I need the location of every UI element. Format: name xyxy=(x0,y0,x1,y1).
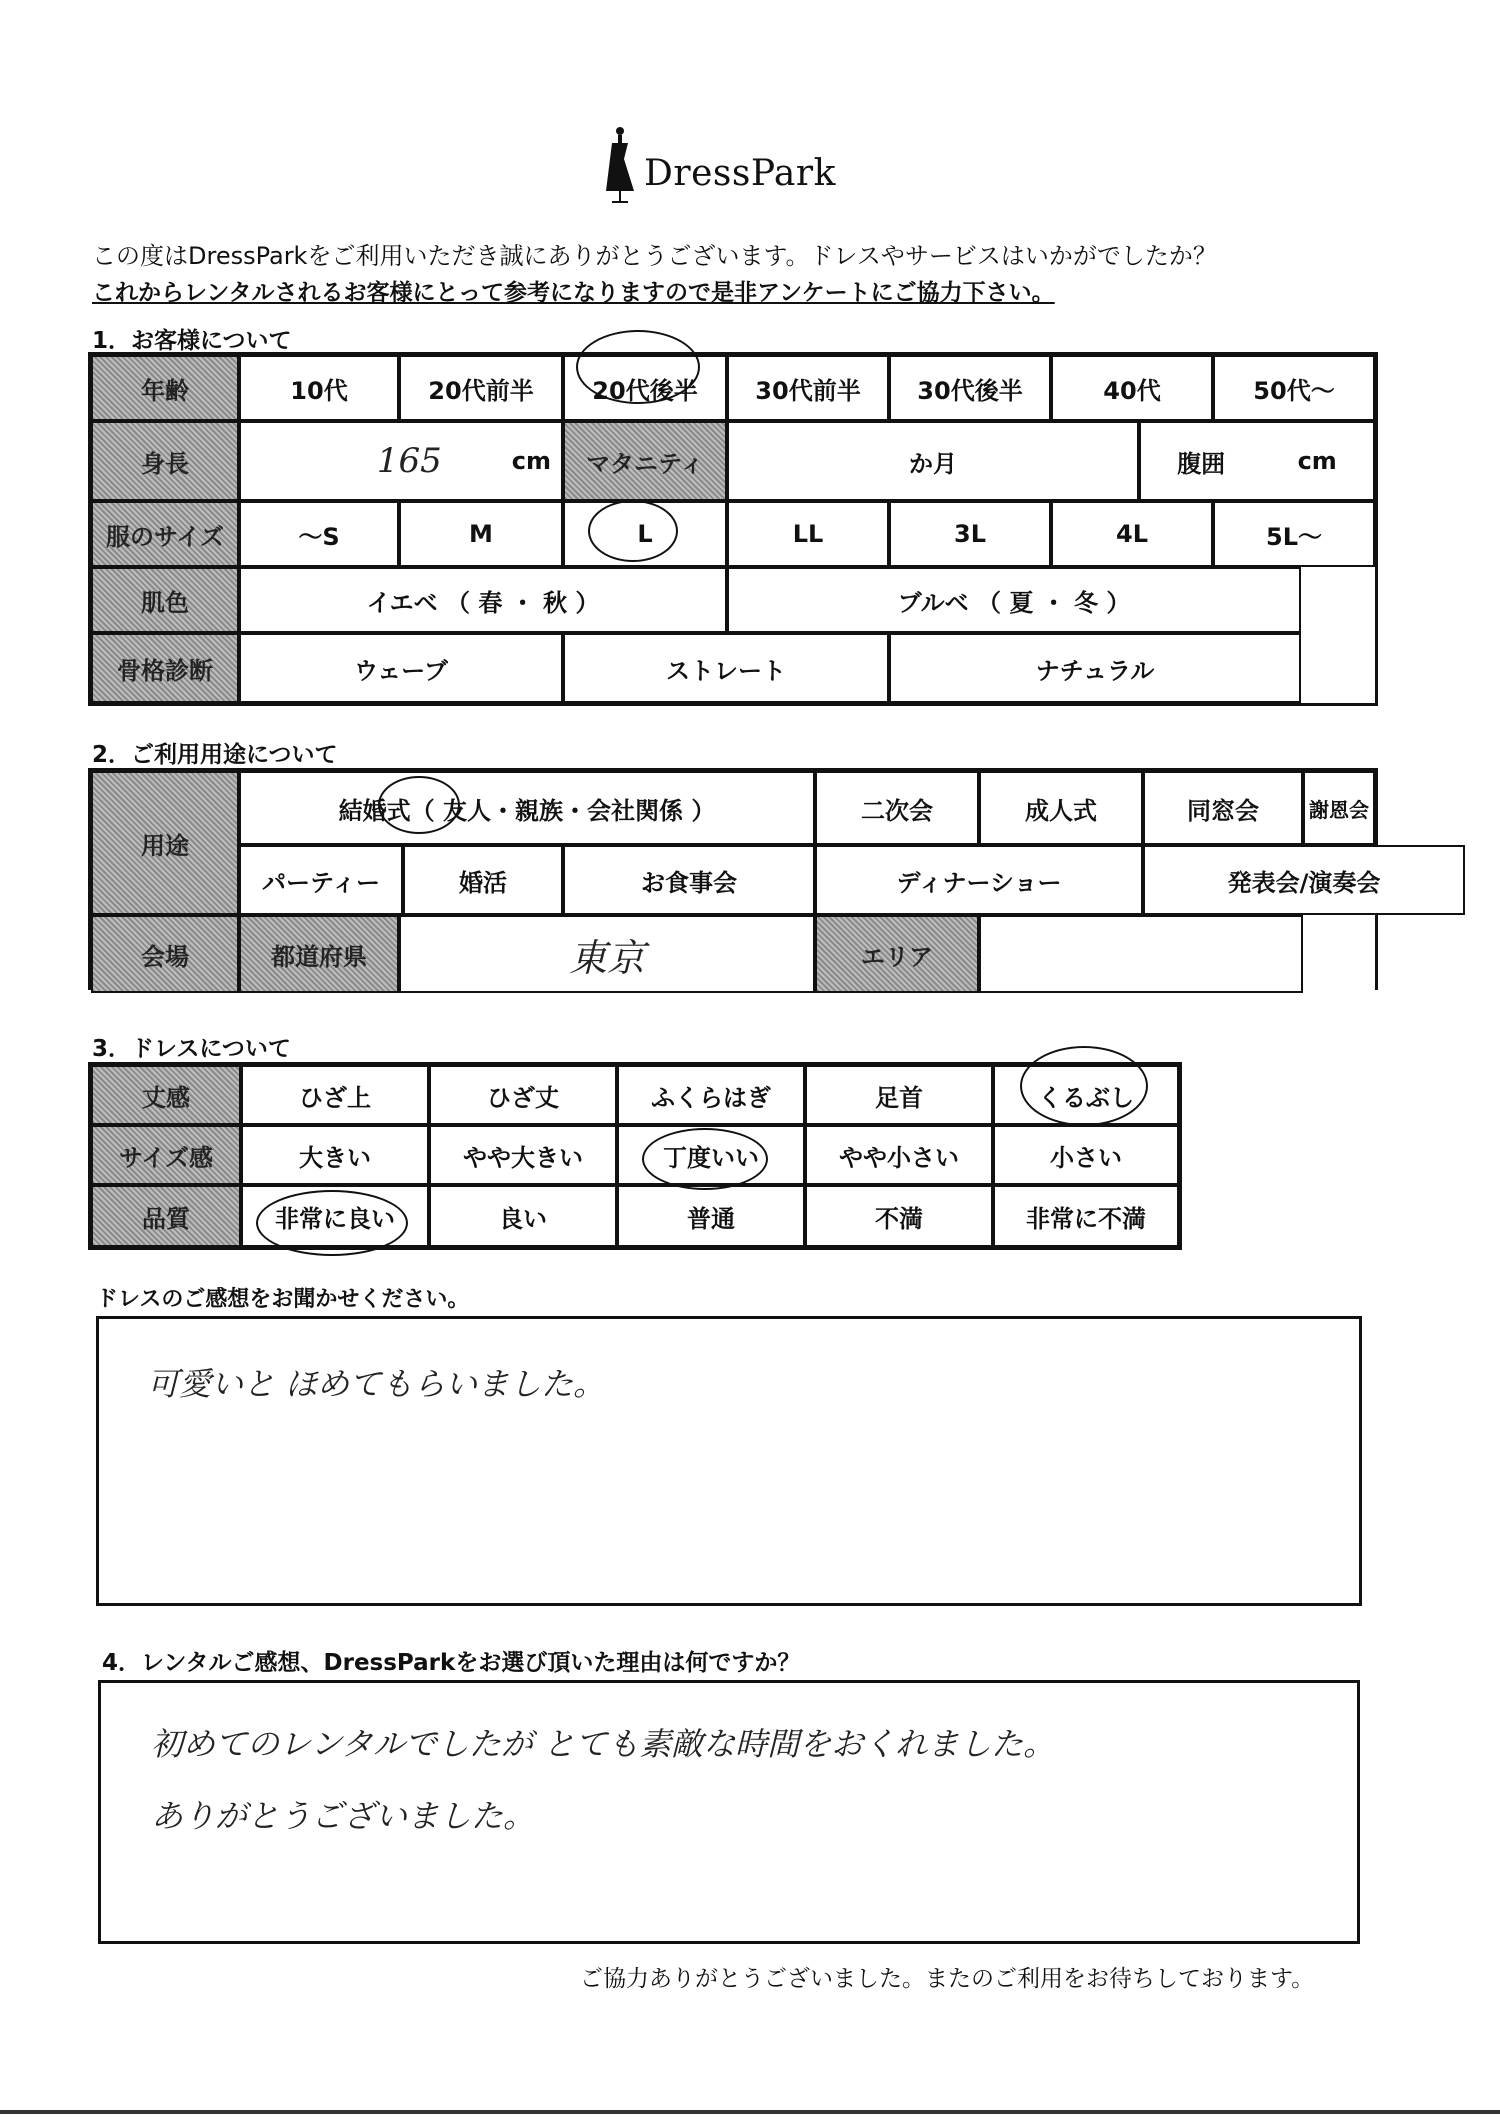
use-option[interactable]: お食事会 xyxy=(563,845,815,915)
waist-label: 腹囲 xyxy=(1177,449,1226,478)
fit-option[interactable]: 小さい xyxy=(993,1125,1179,1185)
footer-thanks: ご協力ありがとうございました。またのご利用をお待ちしております。 xyxy=(580,1966,1315,1992)
size-option[interactable]: ～S xyxy=(239,501,399,567)
height-label: 身長 xyxy=(91,421,239,501)
impression-textbox[interactable] xyxy=(96,1316,1362,1606)
use-option[interactable]: パーティー xyxy=(239,845,403,915)
waist-field[interactable] xyxy=(1139,421,1375,501)
maternity-unit: か月 xyxy=(909,449,957,478)
skeleton-option[interactable]: ナチュラル xyxy=(889,633,1301,703)
quality-option[interactable]: 非常に不満 xyxy=(993,1185,1179,1247)
skeleton-label: 骨格診断 xyxy=(91,633,239,703)
intro-request: これからレンタルされるお客様にとって参考になりますので是非アンケートにご協力下さい。 xyxy=(92,280,1055,306)
size-option[interactable]: 4L xyxy=(1051,501,1213,567)
size-option[interactable]: M xyxy=(399,501,563,567)
use-option[interactable]: 同窓会 xyxy=(1143,771,1303,845)
height-value: 165 xyxy=(376,441,442,481)
impression-text: 可愛いと ほめてもらいました。 xyxy=(147,1365,606,1403)
size-option[interactable]: LL xyxy=(727,501,889,567)
age-option-selected[interactable]: 20代後半 xyxy=(563,355,727,421)
quality-option-selected[interactable]: 非常に良い xyxy=(241,1185,429,1247)
age-option[interactable]: 20代前半 xyxy=(399,355,563,421)
fit-label: サイズ感 xyxy=(91,1125,241,1185)
customer-table xyxy=(88,352,1378,706)
size-option-selected[interactable]: L xyxy=(563,501,727,567)
skeleton-option[interactable]: ウェーブ xyxy=(239,633,563,703)
skeleton-option[interactable]: ストレート xyxy=(563,633,889,703)
use-option-wedding[interactable]: 結婚式（ 友人・親族・会社関係 ） xyxy=(239,771,815,845)
length-option[interactable]: ふくらはぎ xyxy=(617,1065,805,1125)
age-option[interactable]: 30代後半 xyxy=(889,355,1051,421)
age-option[interactable]: 30代前半 xyxy=(727,355,889,421)
skin-option[interactable]: ブルベ （ 夏 ・ 冬 ） xyxy=(727,567,1301,633)
age-option[interactable]: 10代 xyxy=(239,355,399,421)
use-option[interactable]: 二次会 xyxy=(815,771,979,845)
prefecture-value: 東京 xyxy=(568,935,645,980)
skin-label: 肌色 xyxy=(91,567,239,633)
area-label: エリア xyxy=(815,915,979,993)
section4-title: 4．レンタルご感想、DressParkをお選び頂いた理由は何ですか？ xyxy=(102,1650,801,1676)
dress-table xyxy=(88,1062,1182,1250)
area-field[interactable] xyxy=(979,915,1303,993)
age-option[interactable]: 50代～ xyxy=(1213,355,1375,421)
length-option[interactable]: ひざ丈 xyxy=(429,1065,617,1125)
use-option[interactable]: ディナーショー xyxy=(815,845,1143,915)
logo-text: DressPark xyxy=(644,153,836,194)
quality-label: 品質 xyxy=(91,1185,241,1247)
length-label: 丈感 xyxy=(91,1065,241,1125)
length-option[interactable]: 足首 xyxy=(805,1065,993,1125)
usage-table xyxy=(88,768,1381,990)
prefecture-field[interactable] xyxy=(399,915,815,993)
height-unit: cm xyxy=(511,447,551,475)
age-label: 年齢 xyxy=(91,355,239,421)
scan-edge-line xyxy=(0,2110,1500,2114)
use-option[interactable]: 発表会/演奏会 xyxy=(1143,845,1465,915)
reason-text-line2: ありがとうございました。 xyxy=(151,1797,536,1835)
use-option[interactable]: 成人式 xyxy=(979,771,1143,845)
quality-option[interactable]: 不満 xyxy=(805,1185,993,1247)
fit-option[interactable]: やや小さい xyxy=(805,1125,993,1185)
reason-textbox[interactable] xyxy=(98,1680,1360,1944)
quality-option[interactable]: 普通 xyxy=(617,1185,805,1247)
dresspark-logo xyxy=(600,125,840,205)
venue-label: 会場 xyxy=(91,915,239,993)
reason-text-line1: 初めてのレンタルでしたが とても素敵な時間をおくれました。 xyxy=(151,1725,1056,1763)
height-field[interactable] xyxy=(239,421,563,501)
size-option[interactable]: 3L xyxy=(889,501,1051,567)
size-option[interactable]: 5L～ xyxy=(1213,501,1375,567)
age-option[interactable]: 40代 xyxy=(1051,355,1213,421)
fit-option[interactable]: 大きい xyxy=(241,1125,429,1185)
quality-option[interactable]: 良い xyxy=(429,1185,617,1247)
length-option[interactable]: ひざ上 xyxy=(241,1065,429,1125)
maternity-label: マタニティ xyxy=(563,421,727,501)
waist-unit: cm xyxy=(1297,447,1337,475)
maternity-field[interactable] xyxy=(727,421,1139,501)
section3-title: 3．ドレスについて xyxy=(92,1036,291,1062)
use-option[interactable]: 婚活 xyxy=(403,845,563,915)
impression-prompt: ドレスのご感想をお聞かせください。 xyxy=(96,1287,470,1312)
section1-title: 1．お客様について xyxy=(92,328,292,354)
size-label: 服のサイズ xyxy=(91,501,239,567)
use-label: 用途 xyxy=(91,771,239,915)
intro-thanks: この度はDressParkをご利用いただき誠にありがとうございます。ドレスやサービスはいかがでしたか？ xyxy=(92,242,1217,270)
dress-mannequin-icon xyxy=(600,125,640,205)
use-option[interactable]: 謝恩会 xyxy=(1303,771,1375,845)
skin-option[interactable]: イエベ （ 春 ・ 秋 ） xyxy=(239,567,727,633)
fit-option-selected[interactable]: 丁度いい xyxy=(617,1125,805,1185)
fit-option[interactable]: やや大きい xyxy=(429,1125,617,1185)
section2-title: 2．ご利用用途について xyxy=(92,742,338,768)
length-option-selected[interactable]: くるぶし xyxy=(993,1065,1179,1125)
prefecture-label: 都道府県 xyxy=(239,915,399,993)
